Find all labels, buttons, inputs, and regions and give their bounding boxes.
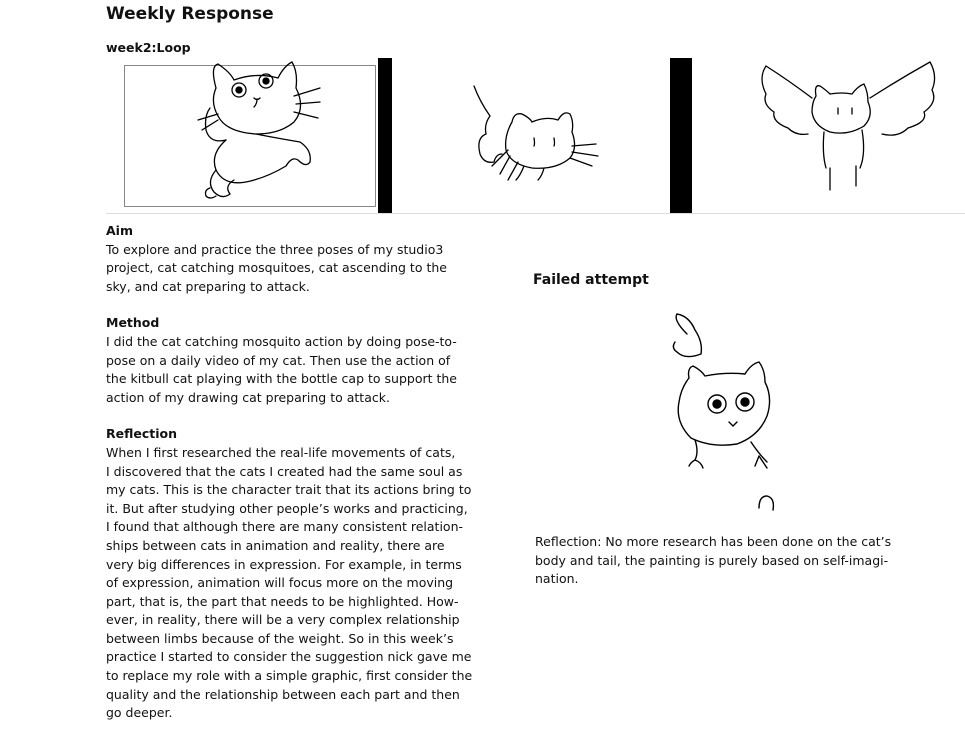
page-title: Weekly Response <box>106 4 274 24</box>
method-text <box>106 333 506 407</box>
cat-catching-mosquito-sketch <box>106 58 378 214</box>
sketch-panel-1 <box>106 58 378 214</box>
aim-line: project, cat catching mosquitoes, cat ascending to the <box>106 260 447 276</box>
reflection-line: my cats. This is the character trait that its actions bring to <box>106 482 472 498</box>
failed-reflection-line: Reflection: No more research has been done on the cat’s <box>535 534 892 549</box>
reflection-line: When I first researched the real-life movements of cats, <box>106 444 456 460</box>
aim-heading: Aim <box>106 223 133 238</box>
method-line: the kitbull cat playing with the bottle cap to support the <box>106 371 457 387</box>
failed-attempt-heading: Failed attempt <box>533 272 649 288</box>
cat-preparing-to-attack-sketch <box>392 58 670 214</box>
failed-attempt-cat-sketch <box>655 312 795 522</box>
failed-reflection-line: nation. <box>535 571 579 587</box>
reflection-line: ships between cats in animation and reality, there are <box>106 537 445 553</box>
panel-divider <box>378 58 392 214</box>
week-subtitle: week2:Loop <box>106 40 191 55</box>
failed-reflection-line: body and tail, the painting is purely based on self-imagi- <box>535 552 889 568</box>
reflection-line: quality and the relationship between each part and then <box>106 686 460 702</box>
sketch-panel-3 <box>692 58 965 214</box>
method-line: action of my drawing cat preparing to attack. <box>106 389 390 405</box>
reflection-line: very big differences in expression. For example, in terms <box>106 556 462 572</box>
method-line: pose on a daily video of my cat. Then use the action of <box>106 352 451 368</box>
reflection-heading: Reflection <box>106 426 178 442</box>
reflection-line: I discovered that the cats I created had the same soul as <box>106 463 463 479</box>
reflection-line: to replace my role with a simple graphic, first consider the <box>106 668 473 684</box>
strip-bottom-line <box>106 213 965 214</box>
method-heading: Method <box>106 315 160 331</box>
aim-text <box>106 241 506 297</box>
sketch-panel-2 <box>392 58 670 214</box>
reflection-text <box>106 444 506 723</box>
aim-line: To explore and practice the three poses of my studio3 <box>106 241 444 257</box>
reflection-line: between limbs because of the weight. So in this week’s <box>106 630 454 646</box>
failed-attempt-reflection <box>535 533 935 589</box>
reflection-line: of expression, animation will focus more on the moving <box>106 575 454 591</box>
sketch-strip <box>106 58 965 214</box>
reflection-line: go deeper. <box>106 705 173 721</box>
reflection-line: it. But after studying other people’s works and practicing, <box>106 500 468 516</box>
reflection-line: ever, in reality, there will be a very complex relationship <box>106 612 460 628</box>
reflection-line: part, that is, the part that needs to be highlighted. How- <box>106 593 459 609</box>
panel-divider <box>670 58 692 214</box>
winged-cat-ascending-sketch <box>692 58 965 214</box>
aim-line: sky, and cat preparing to attack. <box>106 278 310 294</box>
reflection-line: I found that although there are many consistent relation- <box>106 519 464 535</box>
reflection-line: practice I started to consider the suggestion nick gave me <box>106 649 472 665</box>
method-line: I did the cat catching mosquito action by doing pose-to- <box>106 333 457 349</box>
text-column <box>106 222 506 741</box>
